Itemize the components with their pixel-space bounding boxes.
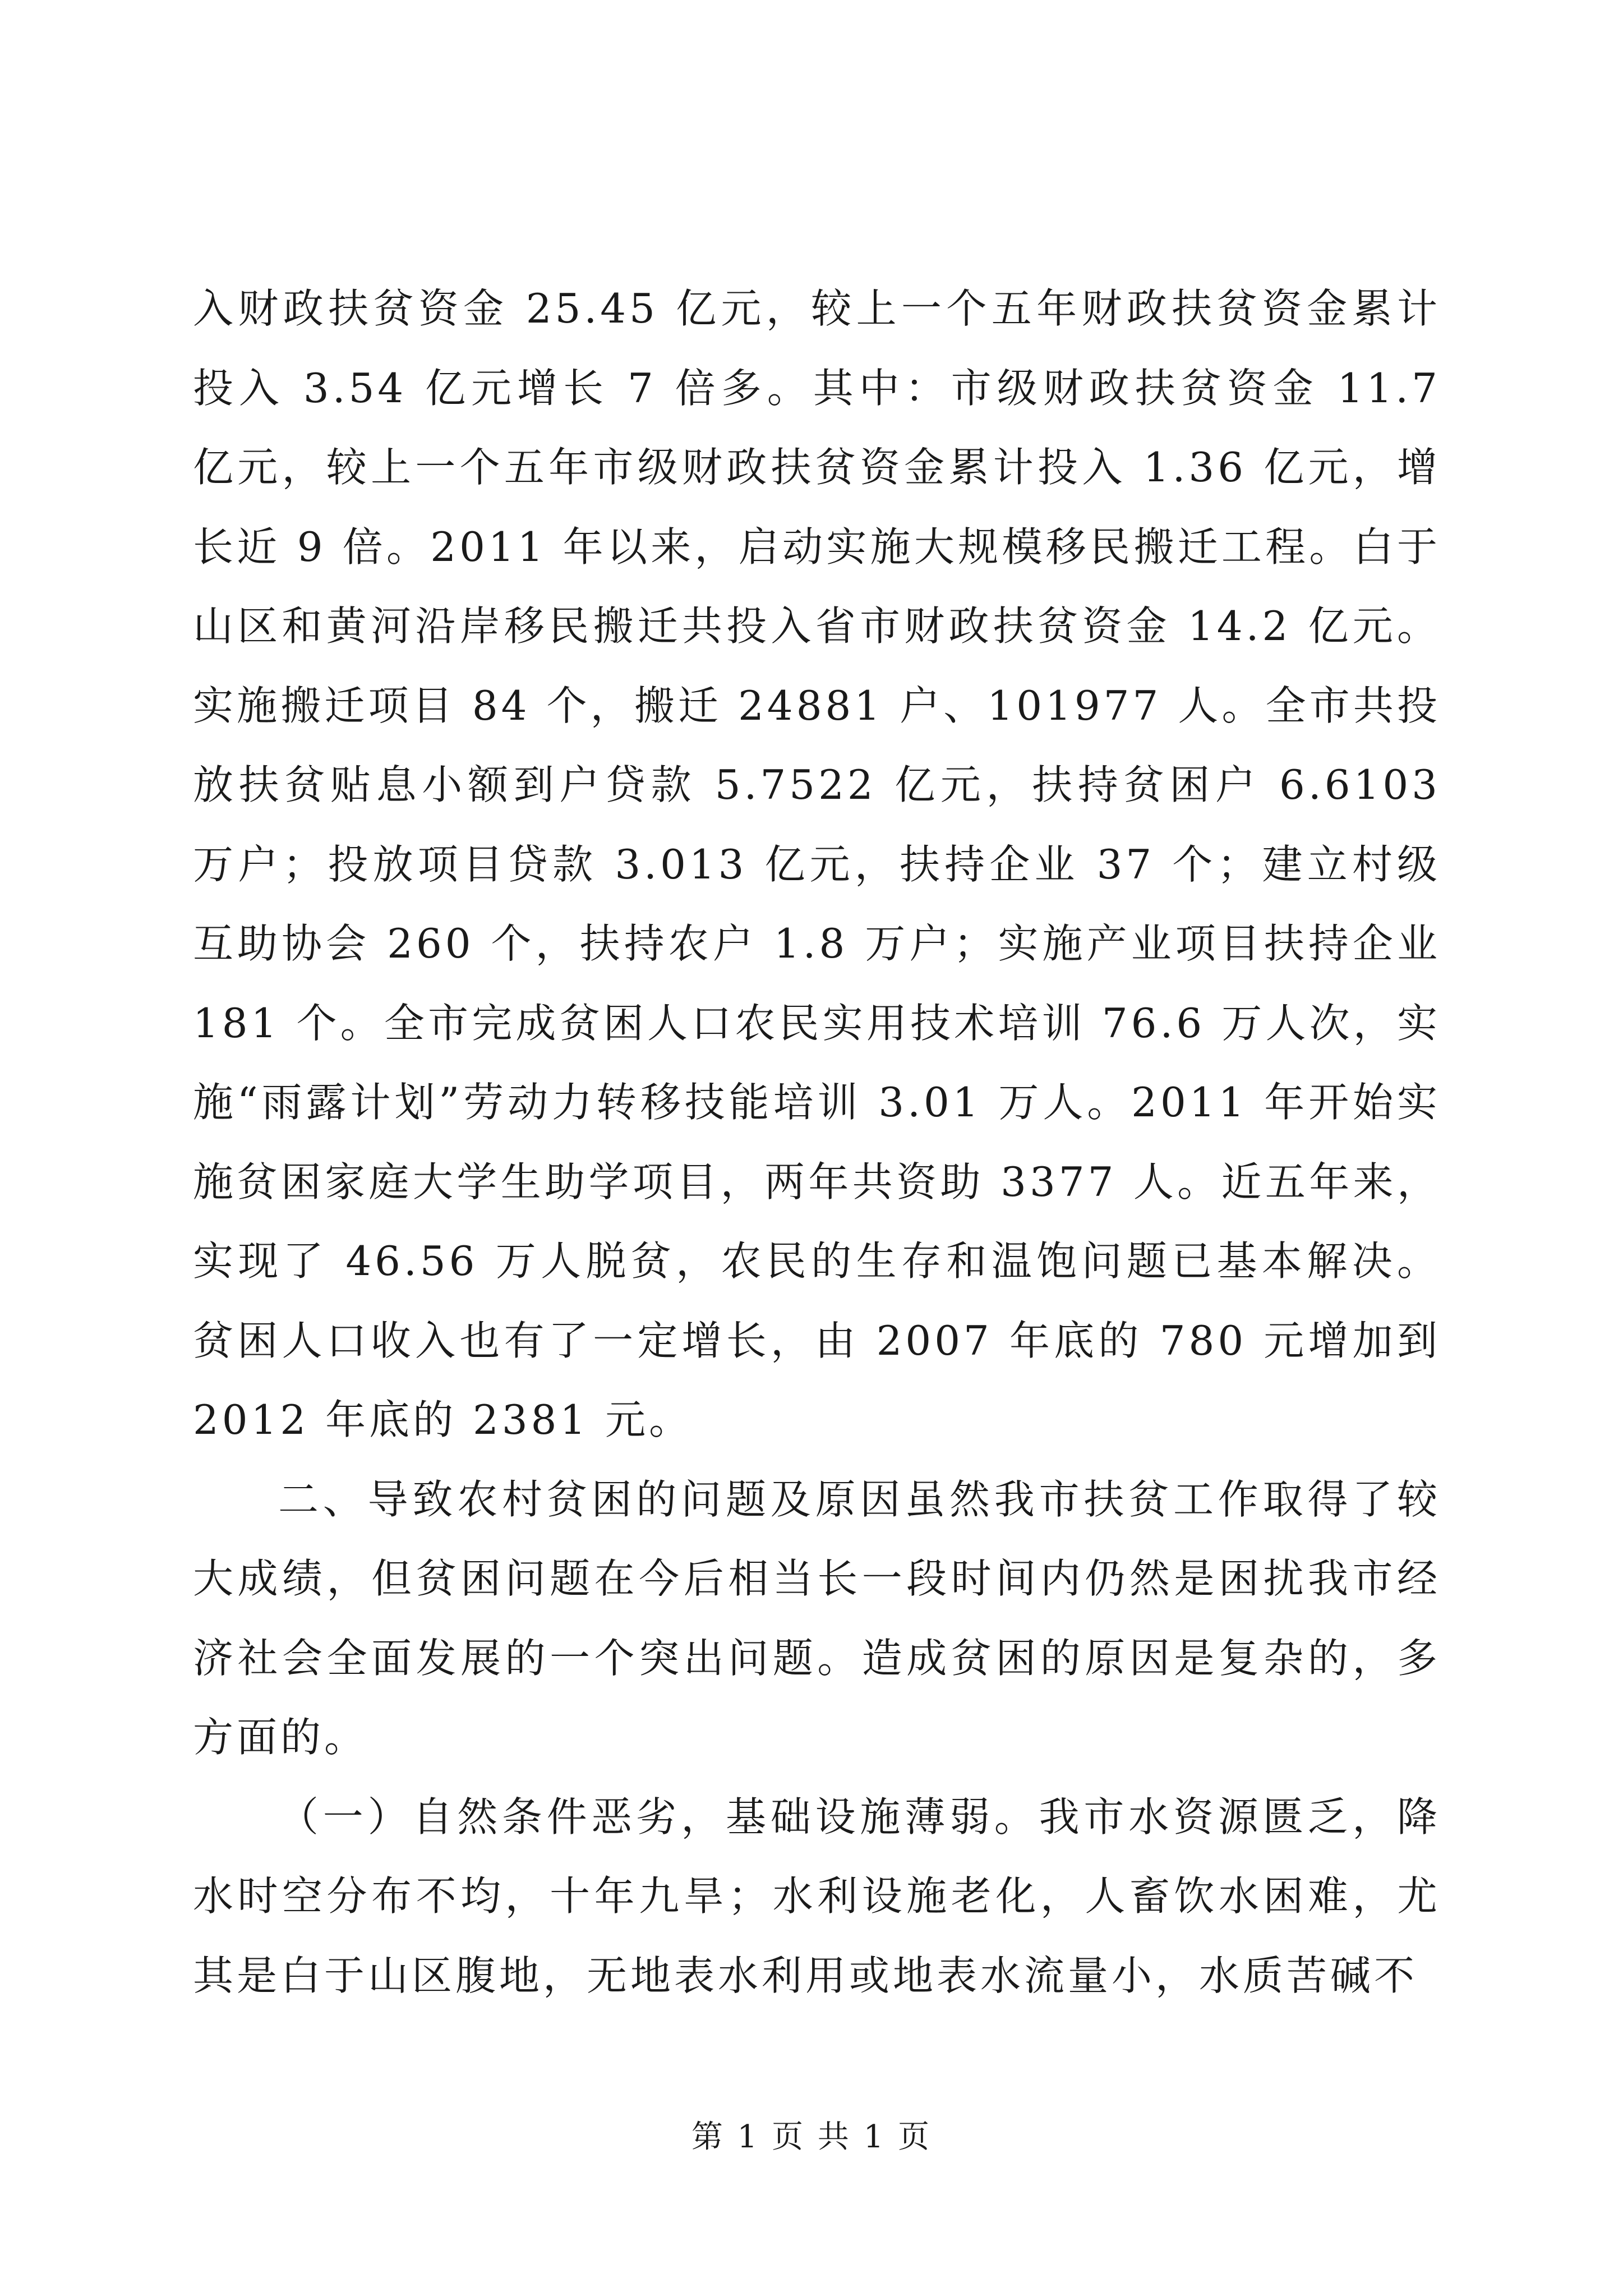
paragraph-natural-conditions: （一）自然条件恶劣，基础设施薄弱。我市水资源匮乏，降水时空分布不均，十年九旱；水利设施老化，人畜饮水困难，尤其是白于山区腹地，无地表水利用或地表水流量小，水质苦碱不	[193, 1793, 1441, 1999]
paragraph-funding-summary: 入财政扶贫资金 25.45 亿元，较上一个五年财政扶贫资金累计投入 3.54 亿元增长 7 倍多。其中：市级财政扶贫资金 11.7 亿元，较上一个五年市级财政扶贫资金累计投入 1.36 亿元，增长近 9 倍。2011 年以来，启动实施大规模移民搬迁工程。白于山区和黄河沿岸移民搬迁共投入省市财政扶贫资金 14.2 亿元。实施搬迁项目 84 个，搬迁 24881 户、101977 人。全市共投放扶贫贴息小额到户贷款 5.7522 亿元，扶持贫困户 6.6103 万户；投放项目贷款 3.013 亿元，扶持企业 37 个；建立村级互助协会 260 个，扶持农户 1.8 万户；实施产业项目扶持企业 181 个。全市完成贫困人口农民实用技术培训 76.6 万人次，实施“雨露计划”劳动力转移技能培训 3.01 万人。2011 年开始实施贫困家庭大学生助学项目，两年共资助 3377 人。近五年来，实现了 46.56 万人脱贫，农民的生存和温饱问题已基本解决。贫困人口收入也有了一定增长，由 2007 年底的 780 元增加到 2012 年底的 2381 元。	[193, 285, 1441, 1443]
page-footer: 第 1 页 共 1 页	[691, 2119, 932, 2155]
document-body	[193, 269, 1441, 2016]
paragraph-poverty-causes-heading: 二、导致农村贫困的问题及原因虽然我市扶贫工作取得了较大成绩，但贫困问题在今后相当长一段时间内仍然是困扰我市经济社会全面发展的一个突出问题。造成贫困的原因是复杂的，多方面的。	[193, 1475, 1441, 1761]
